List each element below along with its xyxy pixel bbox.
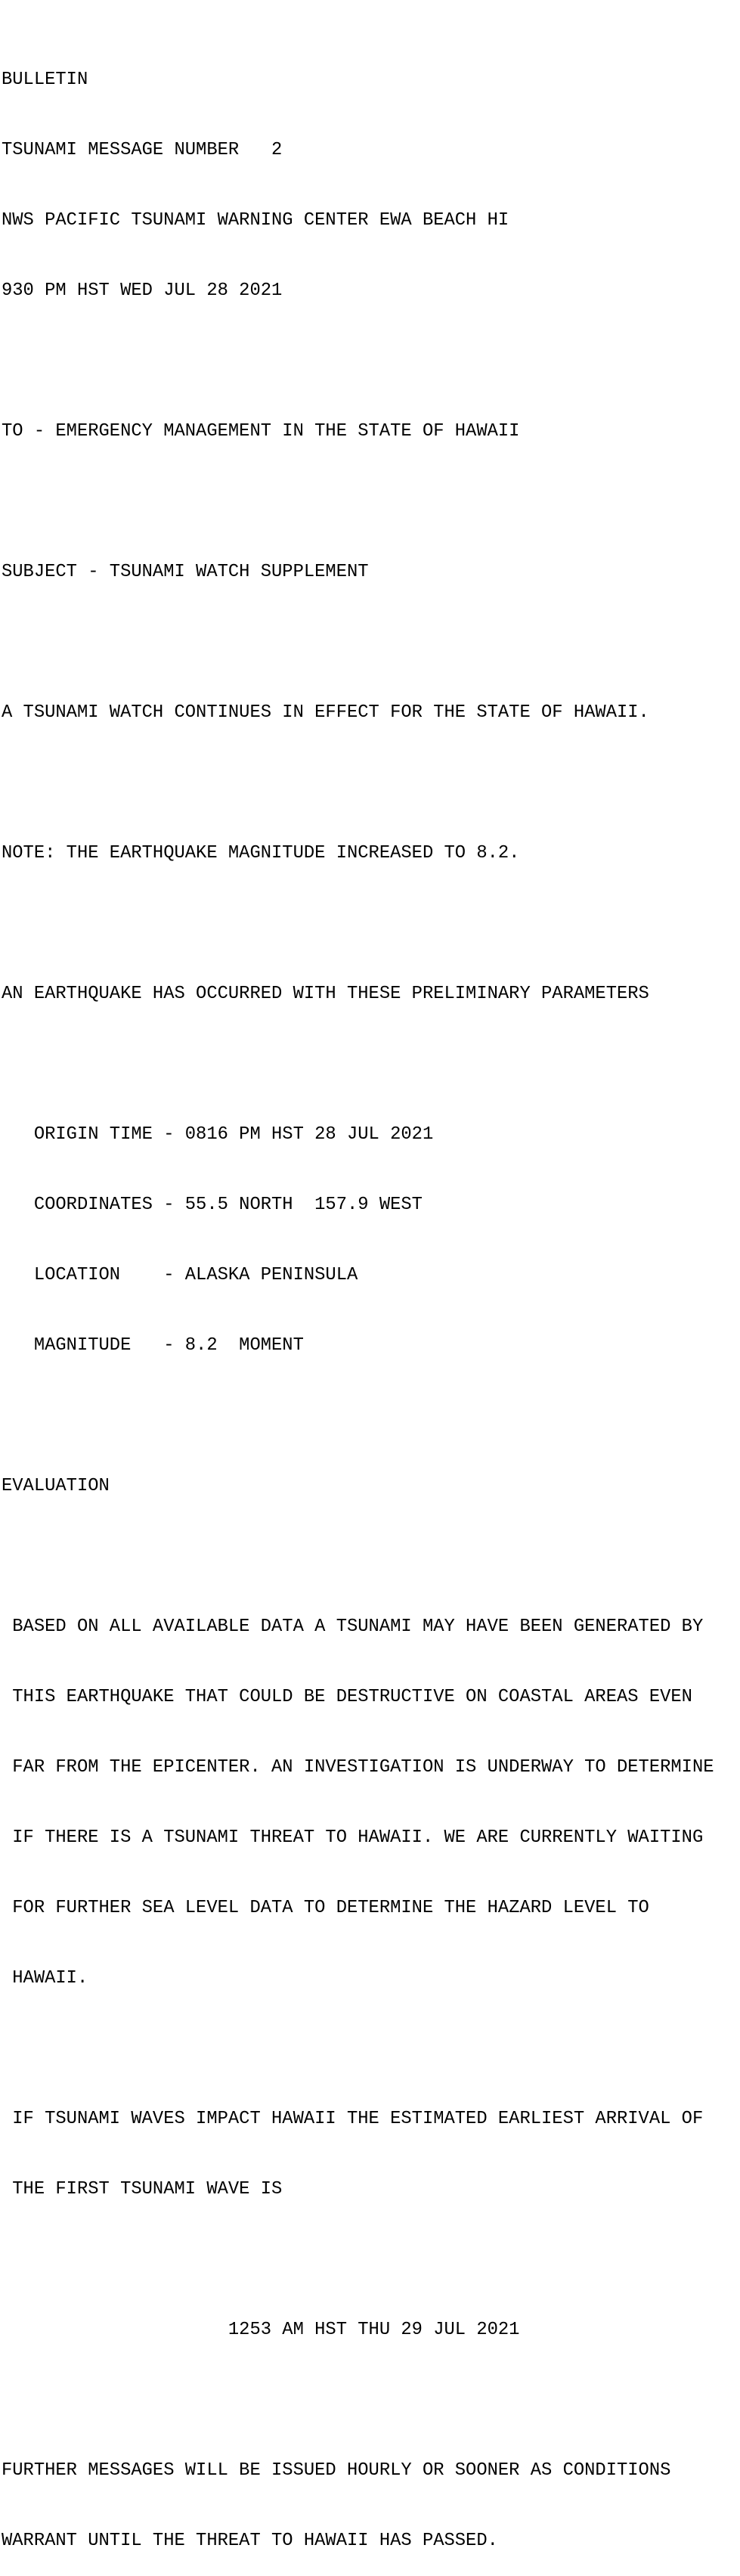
param-coordinates: COORDINATES - 55.5 NORTH 157.9 WEST <box>2 1195 423 1215</box>
evaluation-paragraph-line: BASED ON ALL AVAILABLE DATA A TSUNAMI MAY HAVE BEEN GENERATED BY <box>2 1617 704 1637</box>
blank-line <box>2 1404 738 1427</box>
closing-paragraph-line: WARRANT UNTIL THE THREAT TO HAWAII HAS PASSED. <box>2 2531 498 2551</box>
bulletin-text <box>2 21 738 2576</box>
issuing-center: NWS PACIFIC TSUNAMI WARNING CENTER EWA BEACH HI <box>2 210 509 231</box>
arrival-paragraph-line: THE FIRST TSUNAMI WAVE IS <box>2 2179 283 2199</box>
param-origin-time: ORIGIN TIME - 0816 PM HST 28 JUL 2021 <box>2 1124 434 1145</box>
param-location: LOCATION - ALASKA PENINSULA <box>2 1265 358 1285</box>
blank-line <box>2 2388 738 2412</box>
blank-line <box>2 2248 738 2271</box>
evaluation-paragraph-line: HAWAII. <box>2 1968 88 1989</box>
evaluation-paragraph-line: IF THERE IS A TSUNAMI THREAT TO HAWAII. WE ARE CURRENTLY WAITING <box>2 1827 704 1848</box>
subject-line: SUBJECT - TSUNAMI WATCH SUPPLEMENT <box>2 562 369 582</box>
arrival-paragraph-line: IF TSUNAMI WAVES IMPACT HAWAII THE ESTIMATED EARLIEST ARRIVAL OF <box>2 2109 704 2129</box>
blank-line <box>2 1052 738 1076</box>
blank-line <box>2 631 738 654</box>
header-bulletin: BULLETIN <box>2 70 88 90</box>
message-number: TSUNAMI MESSAGE NUMBER 2 <box>2 140 283 160</box>
recipient-line: TO - EMERGENCY MANAGEMENT IN THE STATE OF HAWAII <box>2 421 520 442</box>
estimated-arrival-time: 1253 AM HST THU 29 JUL 2021 <box>2 2320 520 2340</box>
evaluation-paragraph-line: FAR FROM THE EPICENTER. AN INVESTIGATION IS UNDERWAY TO DETERMINE <box>2 1757 714 1778</box>
blank-line <box>2 1545 738 1568</box>
evaluation-paragraph-line: THIS EARTHQUAKE THAT COULD BE DESTRUCTIVE ON COASTAL AREAS EVEN <box>2 1687 692 1707</box>
parameters-intro: AN EARTHQUAKE HAS OCCURRED WITH THESE PRELIMINARY PARAMETERS <box>2 984 649 1004</box>
blank-line <box>2 771 738 795</box>
blank-line <box>2 490 738 513</box>
magnitude-note: NOTE: THE EARTHQUAKE MAGNITUDE INCREASED TO 8.2. <box>2 843 520 863</box>
blank-line <box>2 2037 738 2060</box>
issue-time: 930 PM HST WED JUL 28 2021 <box>2 281 283 301</box>
param-magnitude: MAGNITUDE - 8.2 MOMENT <box>2 1335 304 1356</box>
watch-statement: A TSUNAMI WATCH CONTINUES IN EFFECT FOR THE STATE OF HAWAII. <box>2 702 649 723</box>
evaluation-paragraph-line: FOR FURTHER SEA LEVEL DATA TO DETERMINE THE HAZARD LEVEL TO <box>2 1898 649 1918</box>
closing-paragraph-line: FURTHER MESSAGES WILL BE ISSUED HOURLY OR SOONER AS CONDITIONS <box>2 2460 671 2481</box>
blank-line <box>2 912 738 935</box>
evaluation-heading: EVALUATION <box>2 1476 110 1496</box>
blank-line <box>2 349 738 373</box>
